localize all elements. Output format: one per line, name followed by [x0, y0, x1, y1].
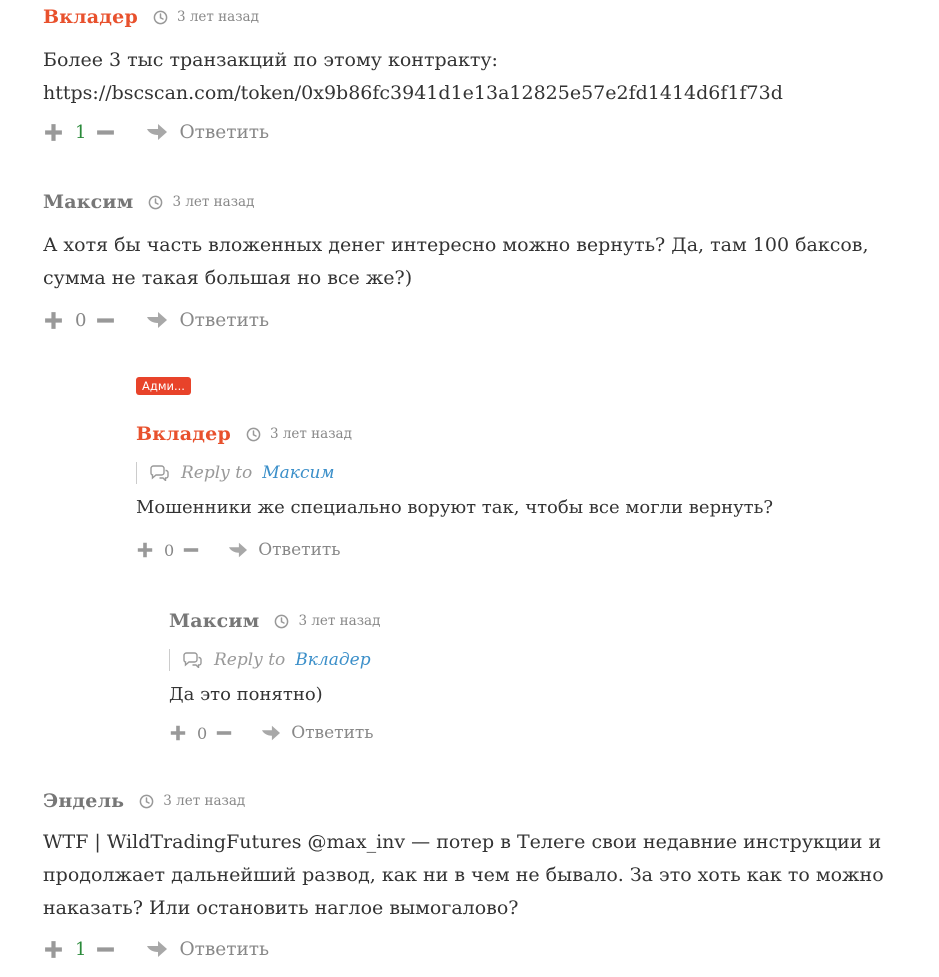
vote-count: 0 [75, 309, 87, 331]
plus-icon[interactable] [43, 122, 64, 143]
plus-icon[interactable] [43, 310, 64, 331]
vote-count: 0 [164, 540, 175, 560]
reply-button[interactable]: Ответить [291, 723, 374, 743]
comment-actions [43, 936, 269, 962]
vote-count: 1 [75, 938, 87, 960]
reply-to [136, 462, 335, 484]
comment-text-line: WTF | WildTradingFutures @max_inv — потер в Телеге свои недавние инструкции и [43, 831, 882, 853]
comment-text [169, 678, 323, 711]
comment-actions [43, 307, 269, 333]
reply-arrow-icon[interactable] [146, 939, 168, 959]
comment-author[interactable]: Максим [169, 610, 260, 632]
comment-time: 3 лет назад [298, 613, 381, 629]
comment-actions [169, 720, 374, 746]
comment-text-line: Более 3 тыс транзакций по этому контракту: [43, 49, 498, 71]
comment-author[interactable]: Максим [43, 191, 134, 213]
plus-icon[interactable] [169, 724, 187, 742]
comment-actions [136, 537, 341, 563]
comment-time: 3 лет назад [269, 426, 352, 442]
minus-icon[interactable] [95, 122, 116, 143]
comment-time: 3 лет назад [176, 9, 259, 25]
clock-icon [148, 195, 163, 210]
reply-button[interactable]: Ответить [258, 540, 341, 560]
reply-to-label: Reply to [214, 650, 286, 670]
reply-to-author-link[interactable]: Максим [262, 463, 335, 483]
comment-text-line: сумма не такая большая но все же?) [43, 267, 413, 289]
comment-link[interactable]: https://bscscan.com/token/0x9b86fc3941d1e13a12825e57e2fd1414d6f1f73d [43, 82, 783, 104]
comment-text [43, 44, 783, 110]
comment-text-line: Мошенники же специально воруют так, чтобы все могли вернуть? [136, 497, 774, 518]
comment-text-line: А хотя бы часть вложенных денег интересно можно вернуть? Да, там 100 баксов, [43, 234, 869, 256]
clock-icon [139, 794, 154, 809]
reply-to [169, 649, 371, 671]
minus-icon[interactable] [95, 310, 116, 331]
clock-icon [246, 427, 261, 442]
comment-time: 3 лет назад [163, 793, 246, 809]
comment-text-line: наказать? Или остановить наглое вымогалово? [43, 897, 519, 919]
minus-icon[interactable] [182, 541, 200, 559]
comment-meta [169, 608, 380, 634]
comment-text [43, 826, 884, 925]
minus-icon[interactable] [215, 724, 233, 742]
comment-meta [136, 421, 352, 447]
chat-bubble-icon [149, 465, 169, 481]
clock-icon [274, 614, 289, 629]
comment-meta [43, 788, 245, 814]
reply-button[interactable]: Ответить [179, 309, 270, 331]
plus-icon[interactable] [136, 541, 154, 559]
reply-button[interactable]: Ответить [179, 121, 270, 143]
chat-bubble-icon [182, 652, 202, 668]
minus-icon[interactable] [95, 939, 116, 960]
comment-text [43, 229, 869, 295]
admin-badge: Адми... [136, 377, 191, 395]
comment-time: 3 лет назад [172, 194, 255, 210]
reply-arrow-icon[interactable] [261, 724, 281, 742]
comment-text-line: Да это понятно) [169, 684, 323, 705]
reply-to-author-link[interactable]: Вкладер [295, 650, 371, 670]
reply-arrow-icon[interactable] [146, 122, 168, 142]
reply-arrow-icon[interactable] [228, 541, 248, 559]
comment-author[interactable]: Эндель [43, 790, 125, 812]
reply-arrow-icon[interactable] [146, 310, 168, 330]
comment-text [136, 491, 773, 524]
comment-actions [43, 119, 269, 145]
reply-button[interactable]: Ответить [179, 938, 270, 960]
comment-text-line: продолжает дальнейший развод, как ни в чем не бывало. За это хоть как то можно [43, 864, 884, 886]
plus-icon[interactable] [43, 939, 64, 960]
vote-count: 1 [75, 121, 87, 143]
comment-author[interactable]: Вкладер [136, 423, 231, 445]
comment-meta [43, 4, 259, 30]
reply-to-label: Reply to [181, 463, 253, 483]
comment-author[interactable]: Вкладер [43, 6, 138, 28]
vote-count: 0 [197, 723, 208, 743]
comment-meta [43, 189, 254, 215]
clock-icon [153, 10, 168, 25]
